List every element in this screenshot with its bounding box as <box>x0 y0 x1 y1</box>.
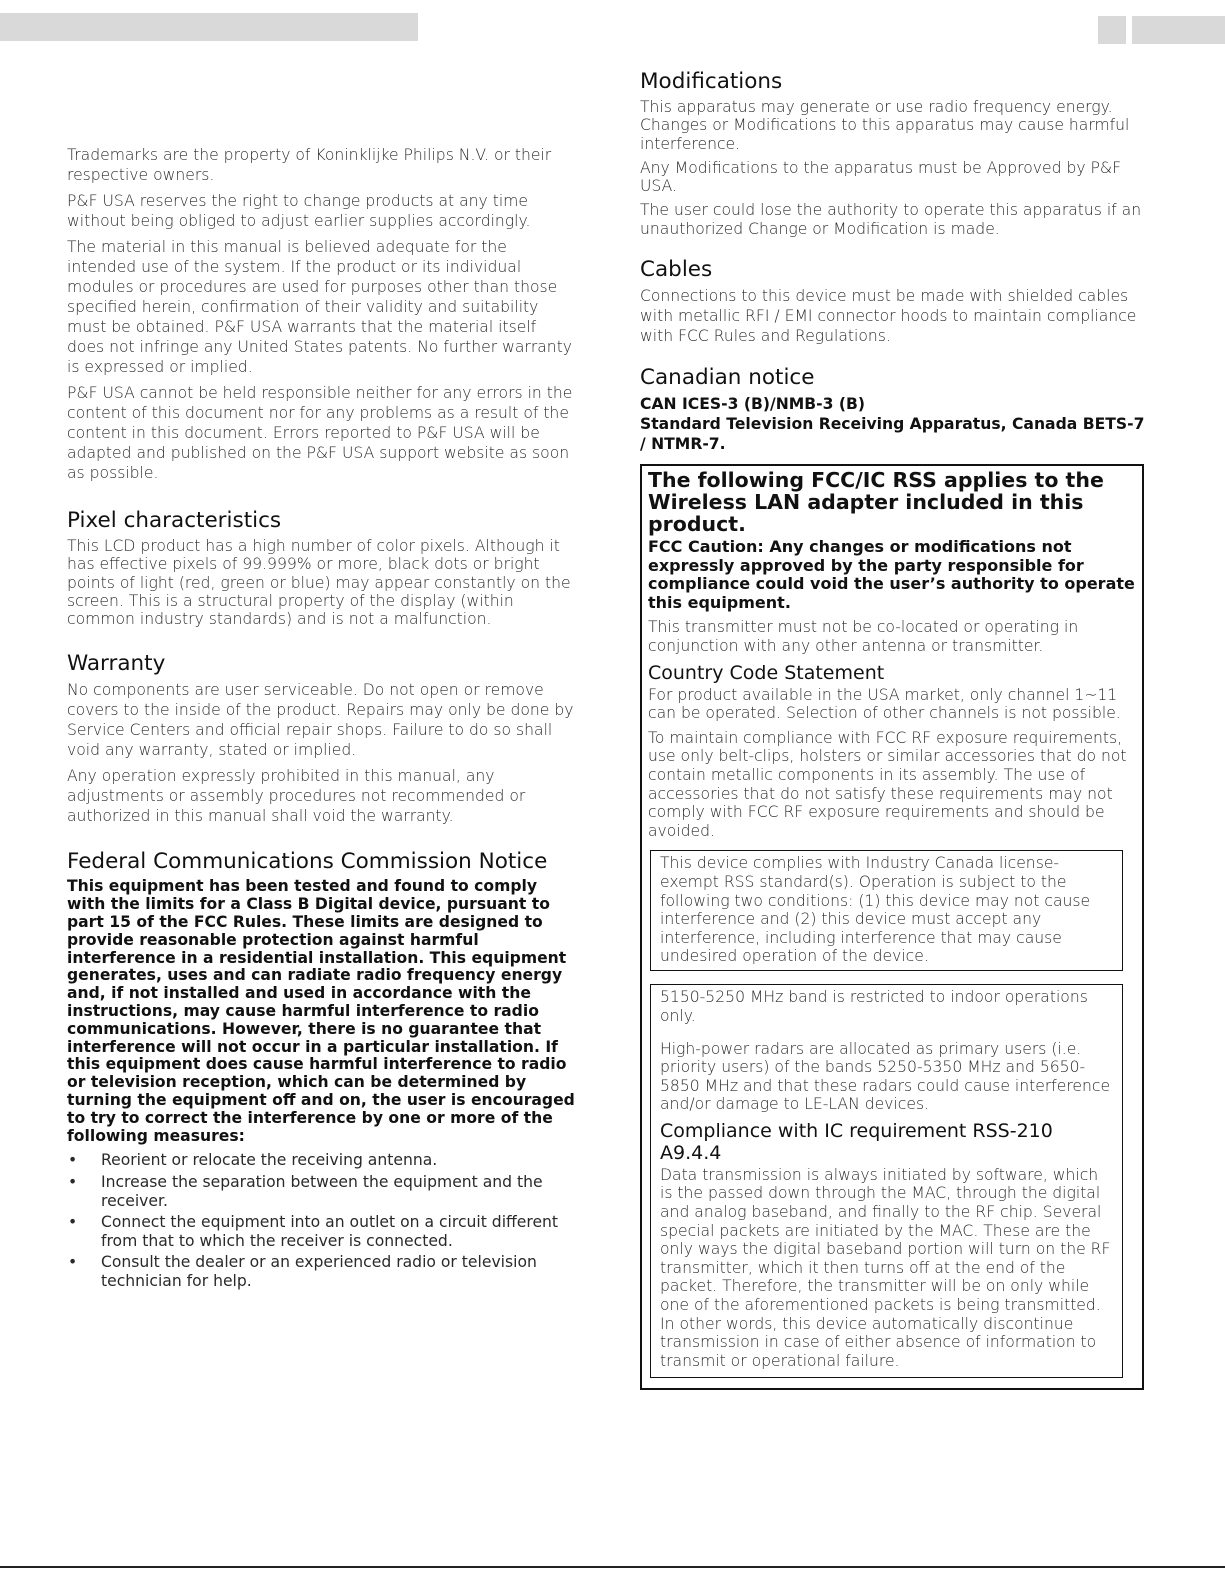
band-compliance-box <box>650 984 1123 1378</box>
header-tab <box>1132 16 1225 44</box>
pixel-heading: Pixel characteristics <box>67 508 282 533</box>
cables-heading: Cables <box>640 257 713 283</box>
fcc-measures-list <box>67 1151 575 1290</box>
header-bar <box>0 13 418 41</box>
modifications-heading: Modifications <box>640 69 783 94</box>
cables-text: Connections to this device must be made with shielded cables with metallic RFI / EMI connector hoods to maintain compliance with FCC Rules and Regulations. <box>640 287 1137 346</box>
warranty-text-1: No components are user serviceable. Do not open or remove covers to the inside of the product. Repairs may only be done by Service Centers and official repair shops. Failure to do so shall void any warranty, stated or implied. <box>67 681 574 760</box>
canadian-code: CAN ICES-3 (B)/NMB-3 (B) <box>640 395 866 414</box>
left-column <box>67 145 575 1294</box>
industry-canada-text: This device complies with Industry Canada license-exempt RSS standard(s). Operation is subject to the following two conditions: (1) this device may not cause interference and (2) this device must accept any interference, including interference that may cause undesired operation of the device. <box>660 854 1091 966</box>
list-item: • Consult the dealer or an experienced radio or television technician for help. <box>68 1253 537 1290</box>
wireless-lan-notice-box <box>640 464 1144 1390</box>
canadian-standard: Standard Television Receiving Apparatus, Canada BETS-7 / NTMR-7. <box>640 415 1145 454</box>
rights-text: P&F USA reserves the right to change products at any time without being obliged to adjust earlier supplies accordingly. <box>67 192 531 230</box>
fcc-notice-heading: Federal Communications Commission Notice <box>67 849 548 875</box>
warranty-text-2: Any operation expressly prohibited in this manual, any adjustments or assembly procedures not recommended or authorized in this manual shall void the warranty. <box>67 767 526 826</box>
modifications-text-2: Any Modifications to the apparatus must be Approved by P&F USA. <box>640 158 1122 196</box>
ic-compliance-text: Data transmission is always initiated by software, which is the passed down through the MAC, through the digital and analog baseband, and finally to the RF chip. Several special packets are initiated by the MAC. These are the only ways the digital baseband portion will turn on the RF transmitter, which it then turns off at the end of the packet. Therefore, the transmitter will be on only while one of the aforementioned packets is being transmitted. In other words, this device automatically discontinue transmission in case of either absence of information to transmit or operational failure. <box>660 1165 1111 1370</box>
fcc-caution-text: FCC Caution: Any changes or modifications not expressly approved by the party responsible for compliance could void the user’s authority to operate this equipment. <box>648 537 1135 612</box>
country-code-heading: Country Code Statement <box>648 661 885 684</box>
trademark-text: Trademarks are the property of Koninklijke Philips N.V. or their respective owners. <box>67 146 552 184</box>
band-restriction-text: 5150-5250 MHz band is restricted to indoor operations only. <box>660 988 1088 1025</box>
right-column <box>640 68 1145 460</box>
bullet-icon: • <box>68 1173 78 1192</box>
industry-canada-box <box>650 850 1123 971</box>
canadian-heading: Canadian notice <box>640 365 815 391</box>
material-text: The material in this manual is believed adequate for the intended use of the system. If the product or its individual modules or procedures are used for purposes other than those specified herein, confirmation of their validity and suitability must be obtained. P&F USA warrants that the material itself does not infringe any United States patents. No further warranty is expressed or implied. <box>67 238 573 376</box>
responsibility-text: P&F USA cannot be held responsible neither for any errors in the content of this document nor for any problems as a result of the content in this document. Errors reported to P&F USA will be adapted and published on the P&F USA support website as soon as possible. <box>67 384 573 482</box>
modifications-text-1: This apparatus may generate or use radio frequency energy. Changes or Modifications to this apparatus may cause harmful interference. <box>640 98 1130 153</box>
warranty-heading: Warranty <box>67 651 166 677</box>
modifications-text-3: The user could lose the authority to operate this apparatus if an unauthorized Change or Modification is made. <box>640 201 1142 238</box>
bullet-icon: • <box>68 1151 78 1170</box>
list-item: • Reorient or relocate the receiving antenna. <box>68 1151 438 1170</box>
ic-compliance-heading: Compliance with IC requirement RSS-210 A9.4.4 <box>660 1119 1053 1164</box>
bullet-icon: • <box>68 1253 78 1272</box>
header-page-marker <box>1098 16 1126 44</box>
country-code-text-2: To maintain compliance with FCC RF exposure requirements, use only belt-clips, holsters or similar accessories that do not contain metallic components in its assembly. The use of accessories that do not satisfy these requirements may not comply with FCC RF exposure requirements and should be avoided. <box>648 728 1127 840</box>
bullet-icon: • <box>68 1213 78 1232</box>
list-item: • Connect the equipment into an outlet on a circuit different from that to which the receiver is connected. <box>68 1213 559 1250</box>
transmitter-text: This transmitter must not be co-located or operating in conjunction with any other antenna or transmitter. <box>648 618 1079 655</box>
fcc-notice-text: This equipment has been tested and found to comply with the limits for a Class B Digital device, pursuant to part 15 of the FCC Rules. These limits are designed to provide reasonable protection against harmful interference in a residential installation. This equipment generates, uses and can radiate radio frequency energy and, if not installed and used in accordance with the instructions, may cause harmful interference to radio communications. However, there is no guarantee that interference will not occur in a particular installation. If this equipment does cause harmful interference to radio or television reception, which can be determined by turning the equipment off and on, the user is encouraged to try to correct the interference by one or more of the following measures: <box>67 877 575 1145</box>
radar-text: High-power radars are allocated as primary users (i.e. priority users) of the bands 5250-5350 MHz and 5650-5850 MHz and that these radars could cause interference and/or damage to LE-LAN devices. <box>660 1039 1111 1114</box>
list-item: • Increase the separation between the equipment and the receiver. <box>68 1173 543 1210</box>
country-code-text-1: For product available in the USA market, only channel 1~11 can be operated. Selection of other channels is not possible. <box>648 685 1121 723</box>
pixel-text: This LCD product has a high number of color pixels. Although it has effective pixels of 99.999% or more, black dots or bright points of light (red, green or blue) may appear constantly on the screen. This is a structural property of the display (within common industry standards) and is not a malfunction. <box>67 537 571 629</box>
footer-rule <box>0 1566 1225 1568</box>
wireless-lan-title: The following FCC/IC RSS applies to the Wireless LAN adapter included in this product. <box>648 468 1104 536</box>
